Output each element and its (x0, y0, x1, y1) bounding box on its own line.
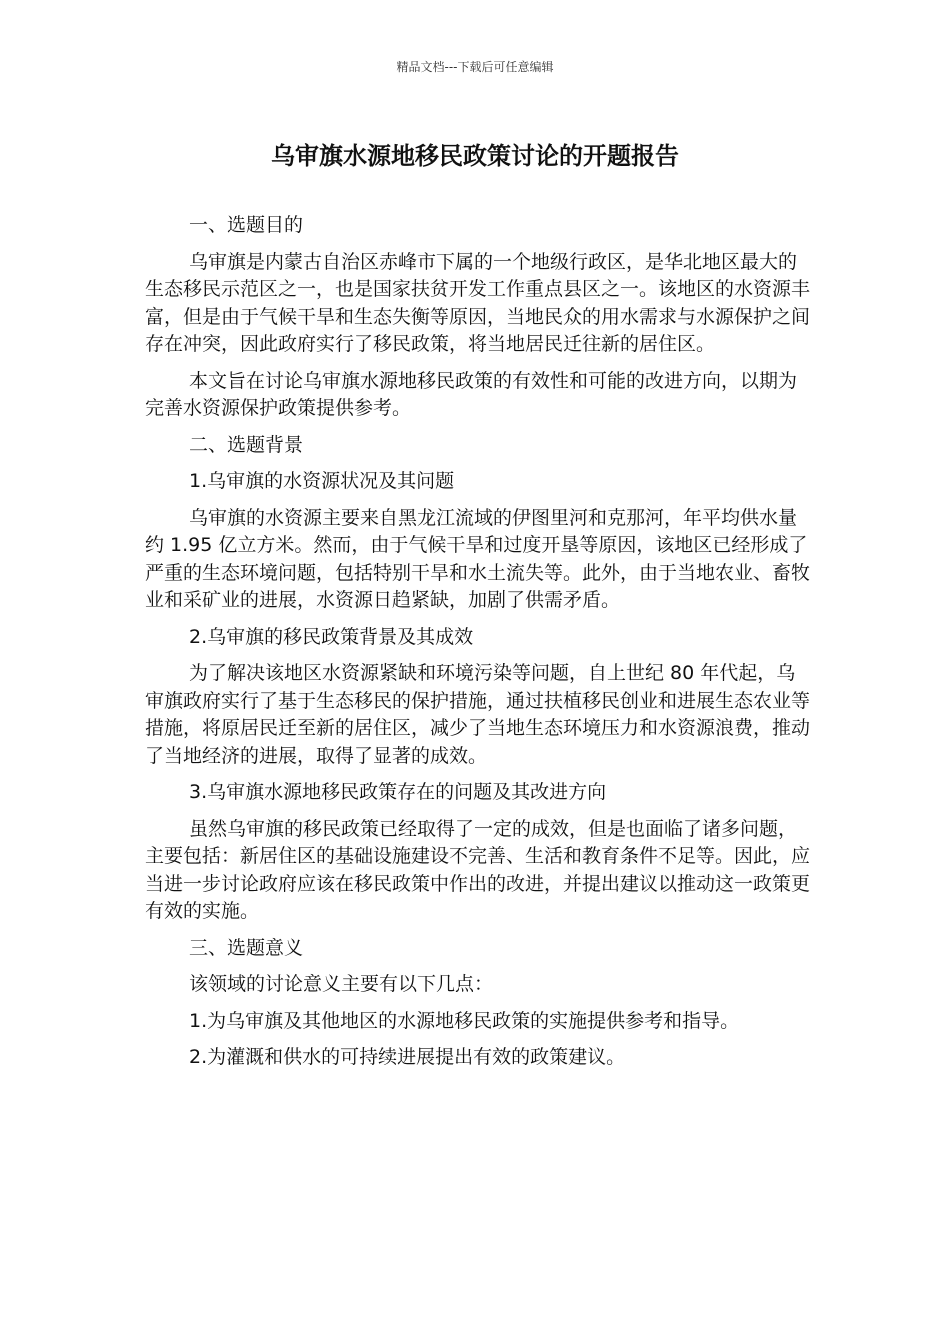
document-body (145, 212, 810, 1081)
paragraph: 为了解决该地区水资源紧缺和环境污染等问题，自上世纪 80 年代起，乌审旗政府实行了基于生态移民的保护措施，通过扶植移民创业和进展生态农业等措施，将原居民迁至新的居住区，减少了当地生态环境压力和水资源浪费，推动了当地经济的进展，取得了显著的成效。 (145, 662, 811, 767)
subsection-heading: 3.乌审旗水源地移民政策存在的问题及其改进方向 (189, 781, 607, 803)
subsection-heading: 1.乌审旗的水资源状况及其问题 (189, 470, 455, 492)
paragraph: 本文旨在讨论乌审旗水源地移民政策的有效性和可能的改进方向，以期为完善水资源保护政策提供参考。 (145, 369, 798, 419)
paragraph: 乌审旗是内蒙古自治区赤峰市下属的一个地级行政区，是华北地区最大的生态移民示范区之一，也是国家扶贫开发工作重点县区之一。该地区的水资源丰富，但是由于气候干旱和生态失衡等原因，当地民众的用水需求与水源保护之间存在冲突，因此政府实行了移民政策，将当地居民迁往新的居住区。 (145, 250, 811, 355)
paragraph: 乌审旗的水资源主要来自黑龙江流域的伊图里河和克那河，年平均供水量约 1.95 亿立方米。然而，由于气候干旱和过度开垦等原因，该地区已经形成了严重的生态环境问题，包括特别干旱和水土流失等。此外，由于当地农业、畜牧业和采矿业的进展，水资源日趋紧缺，加剧了供需矛盾。 (145, 506, 811, 611)
section-heading-background: 二、选题背景 (189, 433, 304, 456)
paragraph: 虽然乌审旗的移民政策已经取得了一定的成效，但是也面临了诸多问题，主要包括：新居住区的基础设施建设不完善、生活和教育条件不足等。因此，应当进一步讨论政府应该在移民政策中作出的改进，并提出建议以推动这一政策更有效的实施。 (145, 817, 811, 922)
subsection-heading: 2.乌审旗的移民政策背景及其成效 (189, 625, 474, 648)
paragraph: 该领域的讨论意义主要有以下几点： (189, 973, 494, 995)
section-heading-significance: 三、选题意义 (189, 936, 304, 959)
section-heading-purpose: 一、选题目的 (189, 214, 304, 236)
list-item: 2.为灌溉和供水的可持续进展提出有效的政策建议。 (189, 1046, 626, 1068)
page-title: 乌审旗水源地移民政策讨论的开题报告 (271, 142, 679, 170)
list-item: 1.为乌审旗及其他地区的水源地移民政策的实施提供参考和指导。 (189, 1009, 740, 1032)
header-note: 精品文档---下载后可任意编辑 (396, 60, 554, 74)
